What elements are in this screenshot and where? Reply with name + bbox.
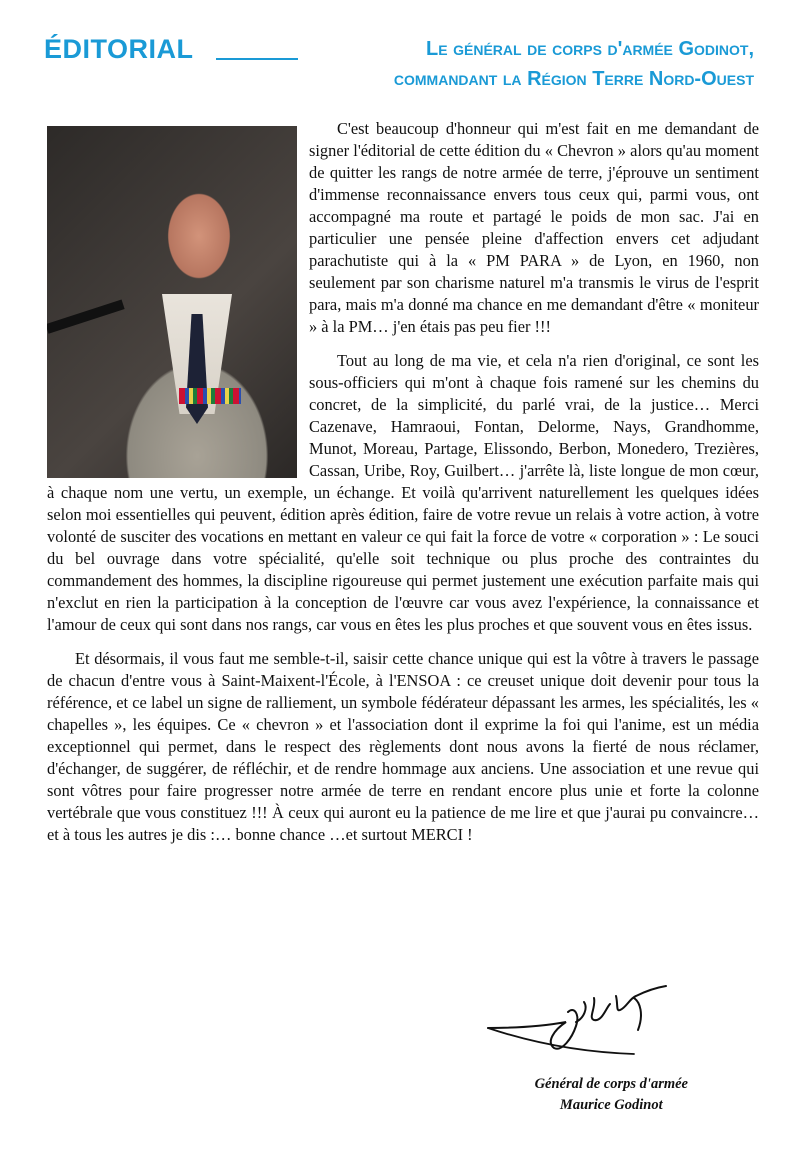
signature-name: Maurice Godinot (559, 1097, 663, 1113)
section-title: ÉDITORIAL (44, 34, 194, 64)
signature-rank: Général de corps d'armée (534, 1076, 688, 1092)
title-line-2: commandant la Région Terre Nord-Ouest (393, 68, 754, 90)
paragraph-2: Tout au long de ma vie, et cela n'a rien d'original, ce sont les sous-officiers qui m'ont à chaque fois ramené sur les chemins du concret, de la simplicité, du parlé vrai, de la justice… Merci Cazenave, Hamraoui, Fontan, Delorme, Nays, Grandhomme, Munot, Moreau, Partage, Elissondo, Berbon, Monedero, Trezières, Cassan, Uribe, Roy, Guilbert… j'arrête là, liste longue de mon cœur, à chaque nom une vertu, un exemple, un échange. Et voilà qu'arrivent naturellement les quelques idées selon moi essentielles qui peuvent, édition après édition, faire de votre revue un relais à votre action, à votre volonté de susciter des vocations en mettant en valeur ce qui fait la force de votre « corporation » : Le souci du bel ouvrage dans votre spécialité, qu'elle soit technique ou plus proche des contraintes du commandement des hommes, la discipline rigoureuse qui permet justement une exécution parfaite mais qui n'exclut en rien la participation à la conception de l'œuvre car vous avez l'expérience, la connaissance et l'amour de ceux qui sont dans nos rangs, car vous en êtes les plus proches et que souvent vous en êtes issus. (47, 351, 759, 634)
page-title (394, 34, 754, 94)
signature-icon (484, 978, 674, 1060)
header-divider (216, 58, 298, 60)
paragraph-1: C'est beaucoup d'honneur qui m'est fait en me demandant de signer l'éditorial de cette édition du « Chevron » alors qu'au moment de quitter les rangs de notre armée de terre, j'éprouve un sentiment d'immense reconnaissance envers tous ceux qui, parmi vous, ont accompagné ma route et partagé le poids de mon sac. J'ai en particulier une pensée pleine d'affection envers cet adjudant parachutiste qui à la « PM PARA » de Lyon, en 1960, non seulement par son charisme naturel m'a transmis le virus de l'esprit para, mais m'a donné ma chance en me demandant d'être « moniteur » à la PM… j'en étais pas peu fier !!! (309, 119, 759, 336)
editorial-body (47, 118, 759, 858)
title-line-1: Le général de corps d'armée Godinot, (426, 38, 754, 60)
paragraph-3: Et désormais, il vous faut me semble-t-il, saisir cette chance unique qui est la vôtre à travers le passage de chacun d'entre vous à Saint-Maixent-l'École, à l'ENSOA : ce creuset unique doit devenir pour tous la référence, et ce label un signe de ralliement, un symbole fédérateur dépassant les armes, les spécialités, les « chapelles », les équipes. Ce « chevron » et l'association dont il exprime la foi qui l'anime, est un média exceptionnel qui permet, dans le respect des règlements dont nous avons la fierté de nous réclamer, d'échanger, de suggérer, de réfléchir, et de rendre hommage aux anciens. Une association et une revue qui sont vôtres pour faire progresser notre armée de terre en rendant encore plus unie et forte la colonne vertébrale que vous constituez !!! À ceux qui auront eu la patience de me lire et que j'aurai pu convaincre…et à tous les autres je dis :… bonne chance …et surtout MERCI ! (47, 649, 759, 844)
signature-caption (535, 1074, 688, 1116)
